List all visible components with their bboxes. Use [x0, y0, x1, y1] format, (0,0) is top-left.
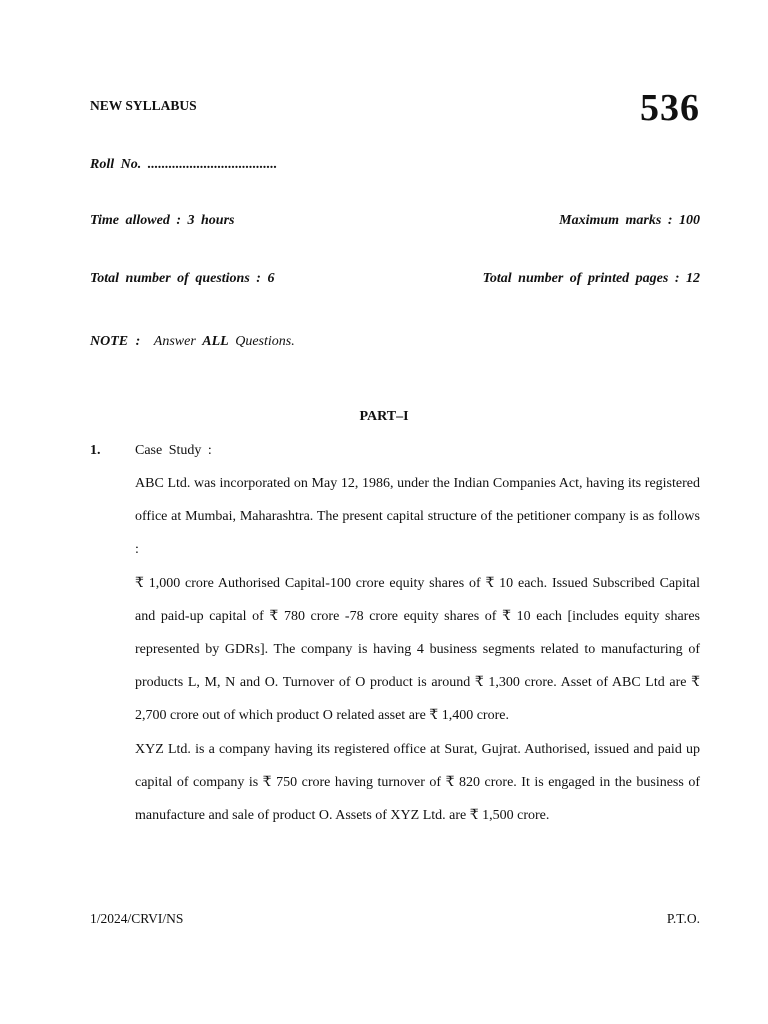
case-paragraph-3: XYZ Ltd. is a company having its registered office at Surat, Gujrat. Authorised, issued and paid up capital of company is ₹ 750 crore having turnover of ₹ 820 crore. It is engaged in the business of manufacture and sale of product O. Assets of XYZ Ltd. are ₹ 1,500 crore. [135, 741, 700, 824]
maximum-marks: Maximum marks : 100 [559, 213, 700, 228]
note-text-bold: ALL [202, 334, 229, 349]
footer-code: 1/2024/CRVI/NS [90, 911, 184, 926]
note-text-prefix: Answer [153, 334, 203, 349]
case-paragraph-1: ABC Ltd. was incorporated on May 12, 1986, under the Indian Companies Act, having its registered office at Mumbai, Maharashtra. The present capital structure of the petitioner company is as follows : [135, 476, 700, 558]
question-number: 1. [90, 443, 101, 458]
total-pages: Total number of printed pages : 12 [482, 271, 700, 286]
footer-pto: P.T.O. [666, 911, 700, 926]
case-paragraph-2: ₹ 1,000 crore Authorised Capital-100 crore equity shares of ₹ 10 each. Issued Subscribed Capital and paid-up capital of ₹ 780 crore -78 crore equity shares of ₹ 10 each [includes equity shares represented by GDRs]. The company is having 4 business segments related to manufacturing of products L, M, N and O. Turnover of O product is around ₹ 1,300 crore. Asset of ABC Ltd are ₹ 2,700 crore out of which product O related asset are ₹ 1,400 crore. [135, 575, 700, 724]
note-text-suffix: Questions. [228, 334, 295, 349]
time-allowed: Time allowed : 3 hours [90, 213, 235, 228]
syllabus-label: NEW SYLLABUS [90, 98, 197, 113]
paper-code: 536 [640, 87, 700, 129]
total-questions: Total number of questions : 6 [90, 271, 275, 286]
part-title: PART–I [359, 409, 409, 424]
note [90, 334, 295, 350]
case-study-body [135, 467, 700, 832]
note-label: NOTE : [90, 334, 141, 349]
note-text [154, 334, 295, 349]
roll-number-field: Roll No. ..................................... [90, 157, 278, 172]
question-heading: Case Study : [135, 443, 212, 458]
